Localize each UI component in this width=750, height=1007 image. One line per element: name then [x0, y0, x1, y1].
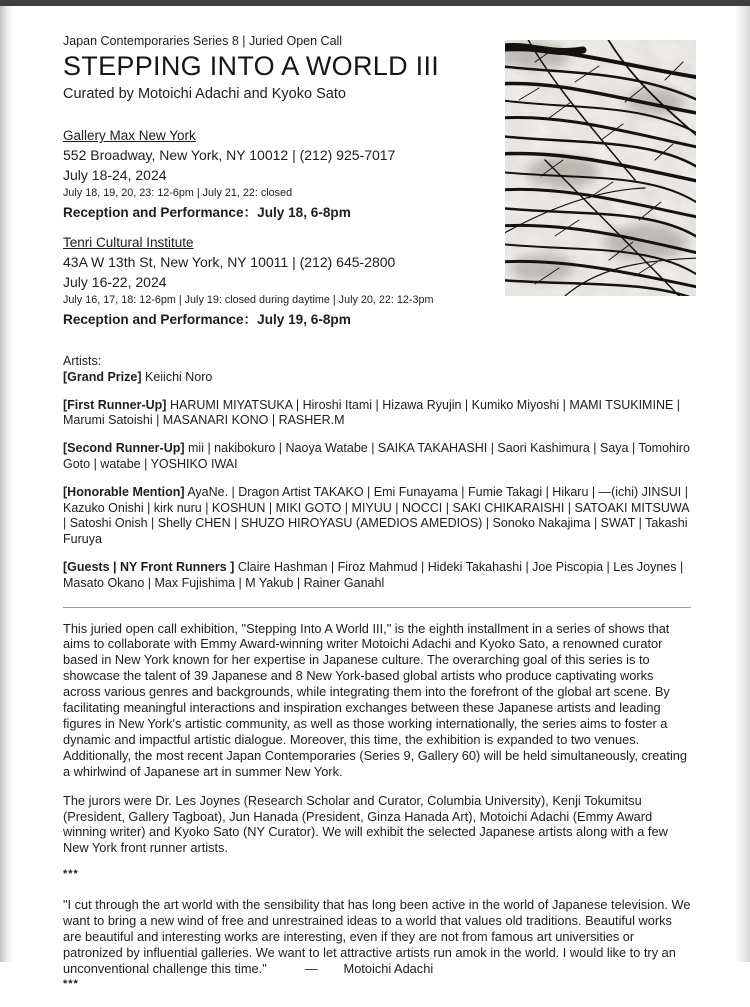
asterisk-separator: *** — [63, 868, 79, 881]
artist-group-guests — [63, 560, 691, 592]
section-divider — [63, 607, 691, 608]
curator-quote — [63, 897, 691, 977]
series-kicker: Japan Contemporaries Series 8 | Juried Open Call — [63, 34, 343, 48]
venue-dates: July 18-24, 2024 — [63, 167, 167, 183]
quote-text: "I cut through the art world with the sensibility that has long been active in the world of Japanese television. We want to bring a new wind of free and unrestrained ideas to a world that values old traditions. Beautiful works are beautiful and interesting works are interesting, even if they are not from famous art universities or patronized by influential galleries. We want to let attractive artists run amok in the world. I would like to try an unconventional challenge this time." — [63, 897, 691, 976]
jurors-paragraph: The jurors were Dr. Les Joynes (Research Scholar and Curator, Columbia University), Kenji Tokumitsu (President, Gallery Tagboat), Jun Hanada (President, Ginza Hanada Art), Motoichi Adachi (Emmy Award winning writer) and Kyoko Sato (NY Curator). We will exhibit the selected Japanese artists along with a few New York front runner artists. — [63, 792, 668, 856]
group-names: mii | nakibokuro | Naoya Watabe | SAIKA TAKAHASHI | Saori Kashimura | Saya | Tomohiro Goto | watabe | YOSHIKO IWAI — [63, 441, 690, 471]
venue-name: Tenri Cultural Institute — [63, 235, 194, 250]
artist-group-grand-prize — [63, 370, 691, 386]
venue-address: 552 Broadway, New York, NY 10012 | (212) 925-7017 — [63, 147, 396, 163]
description-paragraph: This juried open call exhibition, "Stepping Into A World III," is the eighth installment in a series of shows that aims to collaborate with Emmy Award-winning writer Motoichi Adachi and Kyoko Sato, a renowned curator based in New York known for her expertise in Japanese culture. The overarching goal of this series is to showcase the talent of 39 Japanese and 8 New York-based global artists who produce captivating works across various genres and backgrounds, while integrating them into the forefront of the global art scene. By facilitating meaningful interactions and inspiration exchanges between these Japanese artists and leading figures in New York's artistic community, as well as those working internationally, the series aims to foster a dynamic and impactful artistic dialogue. Moreover, this time, the exhibition is expanded to two venues. Additionally, the most recent Japan Contemporaries (Series 9, Gallery 60) will be held simultaneously, creating a whirlwind of Japanese art in summer New York. — [63, 620, 688, 779]
quote-dash: — — [304, 960, 318, 976]
scan-edge-left — [0, 6, 13, 962]
artist-group-honorable-mention — [63, 485, 691, 548]
scan-edge-top — [0, 0, 750, 6]
artist-group-second-runner-up — [63, 441, 691, 473]
venue-name: Gallery Max New York — [63, 128, 196, 143]
scan-edge-right — [735, 6, 750, 962]
document-content — [63, 34, 691, 1007]
venue-address: 43A W 13th St, New York, NY 10011 | (212) 645-2800 — [63, 254, 396, 270]
group-label: [Second Runner-Up] — [63, 441, 185, 456]
artists-label: Artists: — [63, 354, 102, 368]
venue-gallery-max — [63, 128, 493, 221]
group-names: AyaNe. | Dragon Artist TAKAKO | Emi Funayama | Fumie Takagi | Hikaru | —(ichi) JINSUI | Kazuko Onishi | kirk nuru | KOSHUN | MIKI GOTO | MIYUU | NOCCI | SAKI CHIKARAISHI | SATOAKI MITSUWA | Satoshi Onish | Shelly CHEN | SHUZO HIROYASU (AMEDIOS AMEDIOS) | Sonoko Nakajima | SWAT | Takashi Furuya — [63, 484, 689, 547]
quote-attribution: Motoichi Adachi — [343, 960, 434, 976]
group-label: [Guests | NY Front Runners ] — [63, 559, 235, 574]
artists-section — [63, 354, 691, 592]
group-label: [First Runner-Up] — [63, 397, 167, 412]
group-label: [Honorable Mention] — [63, 484, 185, 499]
curators-line: Curated by Motoichi Adachi and Kyoko Sato — [63, 86, 346, 102]
group-names: Keiichi Noro — [144, 369, 213, 384]
venue-dates: July 16-22, 2024 — [63, 274, 167, 290]
venue-hours: July 18, 19, 20, 23: 12-6pm | July 21, 22: closed — [63, 187, 293, 199]
artist-group-first-runner-up — [63, 398, 691, 430]
group-label: [Grand Prize] — [63, 369, 142, 384]
group-names: HARUMI MIYATSUKA | Hiroshi Itami | Hizawa Ryujin | Kumiko Miyoshi | MAMI TSUKIMINE | Marumi Satoishi | MASANARI KONO | RASHER.M — [63, 397, 681, 428]
venue-reception: Reception and Performance：July 19, 6-8pm — [63, 312, 351, 327]
asterisk-separator: *** — [63, 977, 79, 990]
venue-tenri — [63, 235, 493, 328]
group-names: Claire Hashman | Firoz Mahmud | Hideki Takahashi | Joe Piscopia | Les Joynes | Masato Okano | Max Fujishima | M Yakub | Rainer Ganahl — [63, 559, 684, 590]
page-title: STEPPING INTO A WORLD III — [63, 51, 440, 81]
venue-reception: Reception and Performance：July 18, 6-8pm — [63, 205, 351, 220]
venue-hours: July 16, 17, 18: 12-6pm | July 19: closed during daytime | July 20, 22: 12-3pm — [63, 294, 434, 306]
